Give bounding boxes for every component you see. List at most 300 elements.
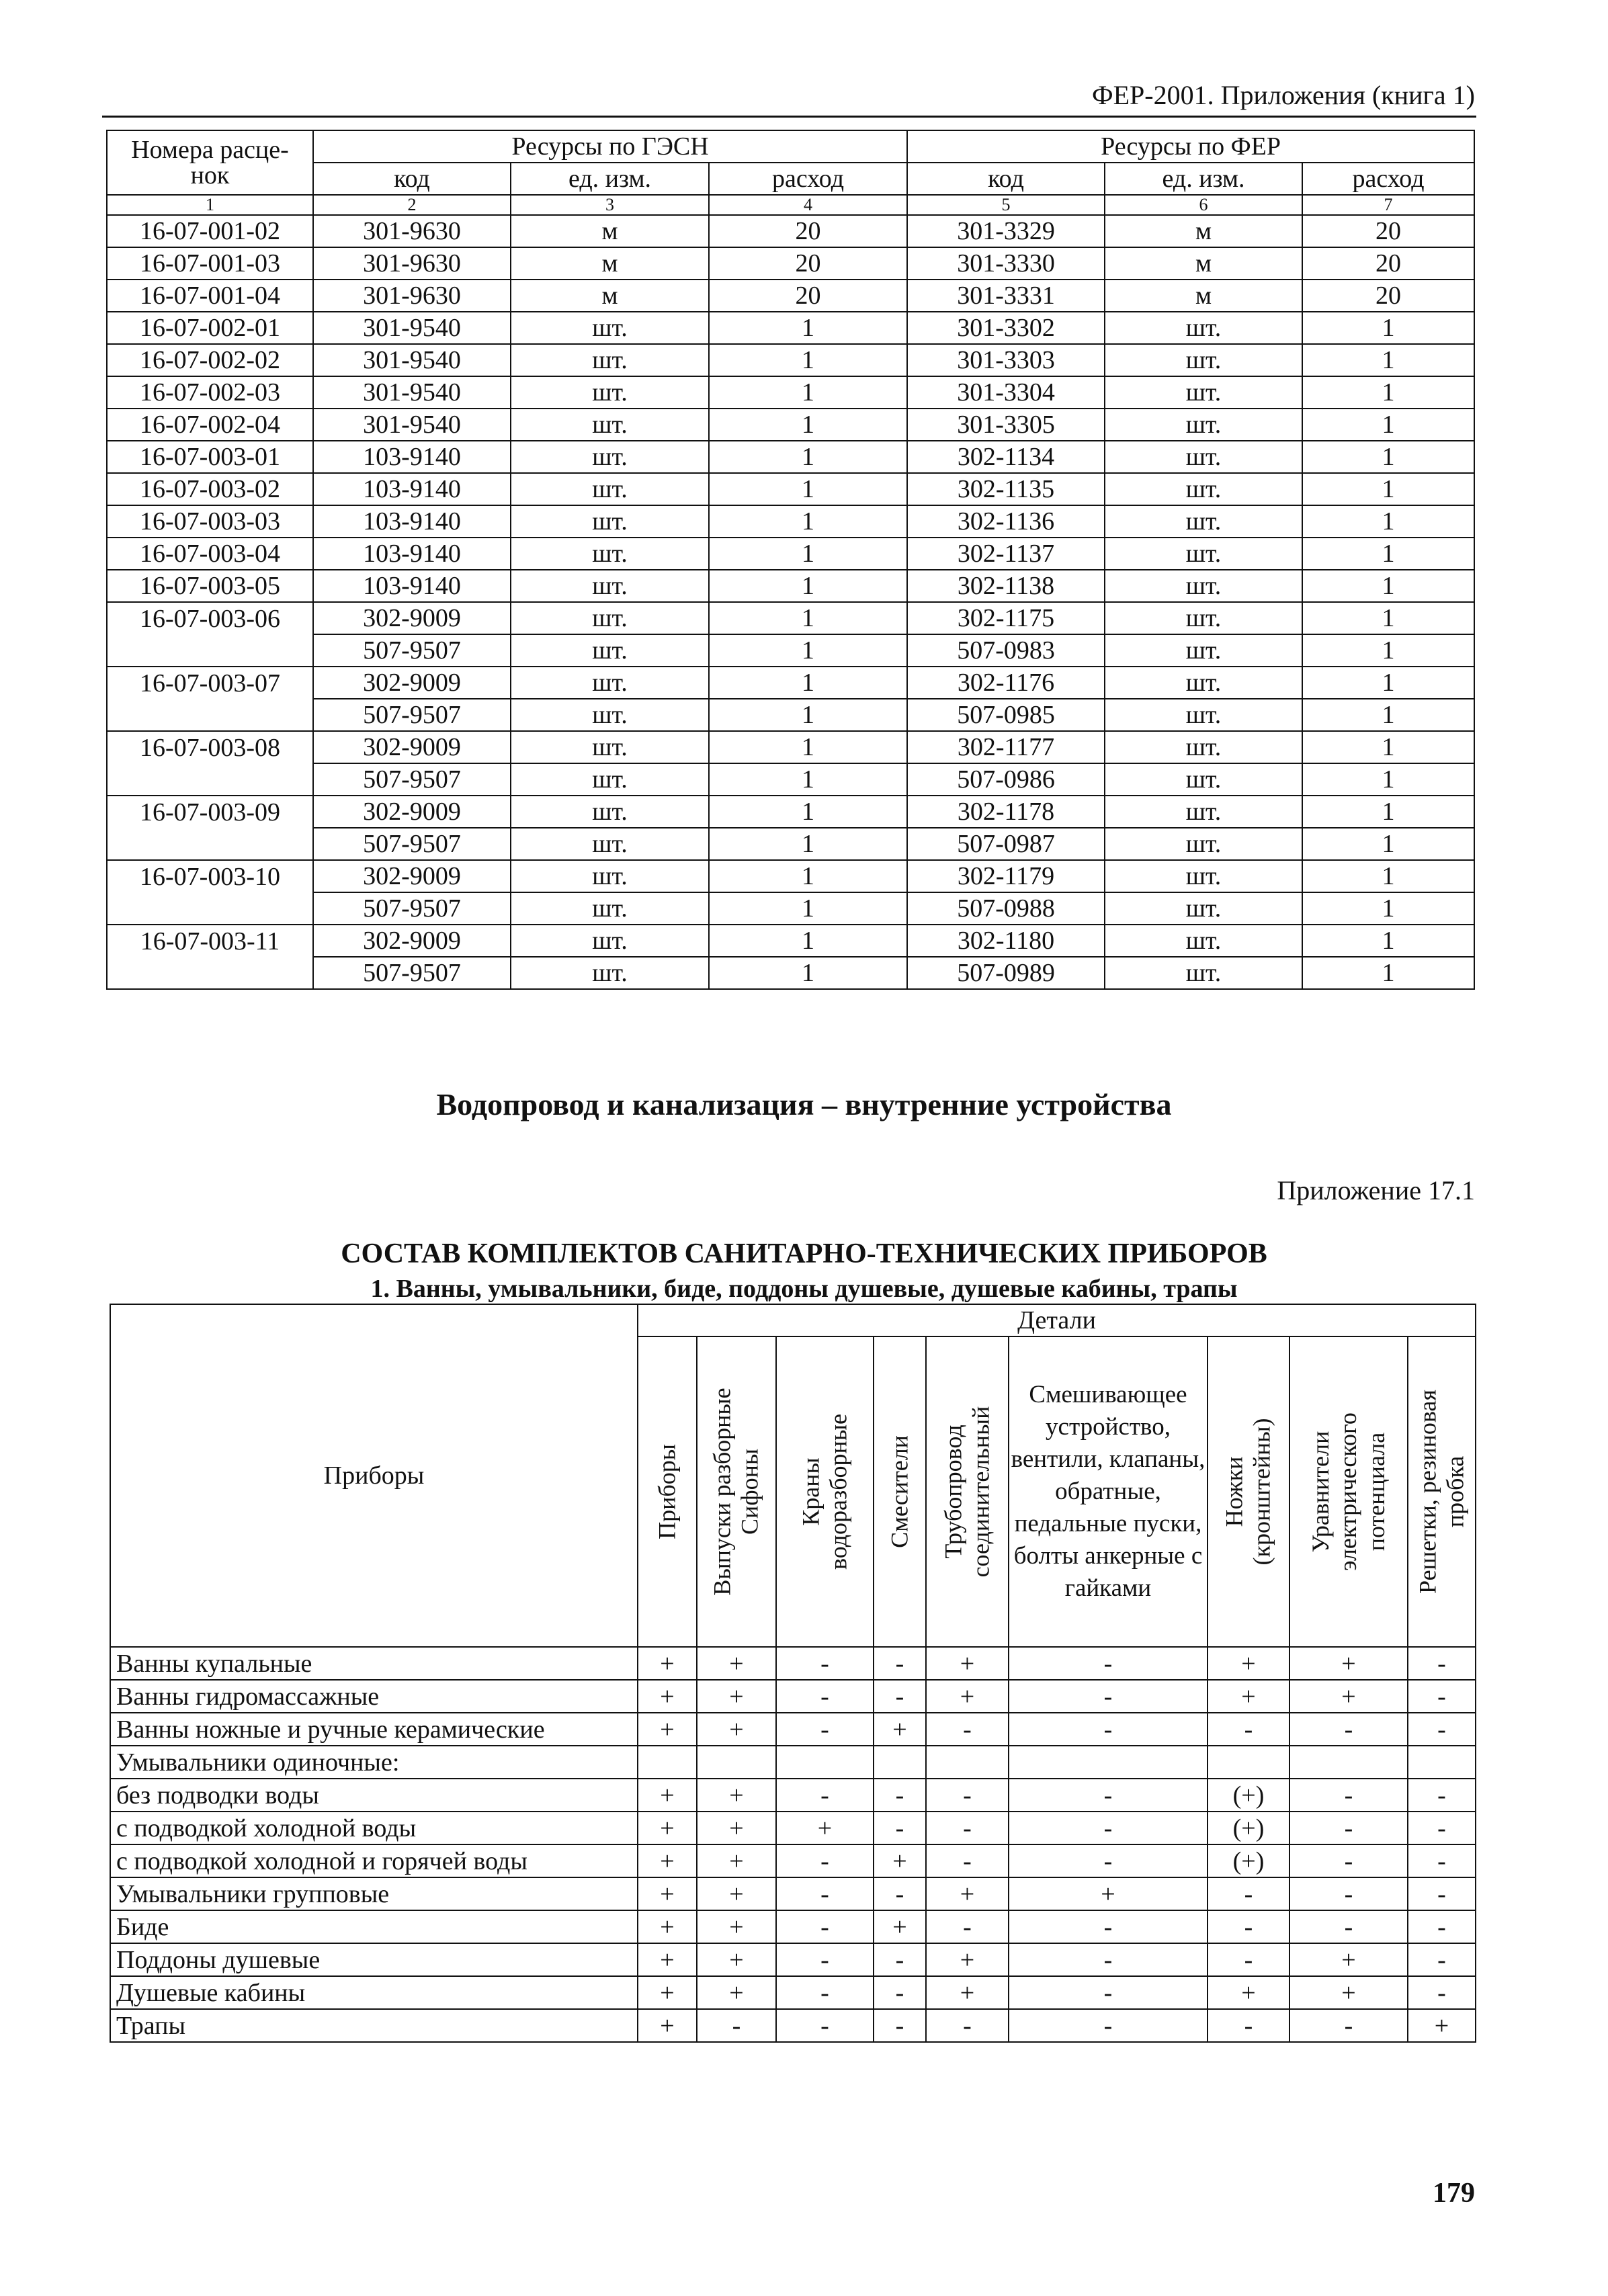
cell-mixing-device: - — [1009, 1943, 1208, 1976]
cell-gesn-code: 302-9009 — [313, 925, 511, 957]
cell-gesn-unit: шт. — [511, 860, 709, 892]
cell-rate-number — [107, 763, 313, 796]
cell-connecting-pipe: - — [926, 2009, 1009, 2042]
cell-fer-code: 301-3329 — [907, 215, 1105, 247]
cell-gesn-unit: шт. — [511, 828, 709, 860]
cell-gesn-code: 507-9507 — [313, 957, 511, 989]
device-name: Ванны ножные и ручные керамические — [110, 1713, 638, 1746]
cell-gesn-unit: шт. — [511, 796, 709, 828]
cell-fer-consumption: 1 — [1302, 376, 1474, 409]
col-header-mixing-device — [1009, 1336, 1208, 1647]
cell-gesn-unit: м — [511, 215, 709, 247]
cell-gesn-unit: шт. — [511, 409, 709, 441]
cell-rate-number: 16-07-003-07 — [107, 667, 313, 699]
cell-rate-number — [107, 828, 313, 860]
cell-mixers: - — [874, 1976, 926, 2009]
cell-fer-code: 507-0989 — [907, 957, 1105, 989]
cell-mixers: - — [874, 1943, 926, 1976]
cell-fer-consumption: 1 — [1302, 344, 1474, 376]
cell-fer-consumption: 1 — [1302, 505, 1474, 538]
cell-gesn-consumption: 1 — [709, 441, 907, 473]
cell-fer-consumption: 1 — [1302, 634, 1474, 667]
col-header-rate-numbers — [107, 130, 313, 195]
cell-grates-plug — [1408, 1746, 1476, 1779]
cell-gesn-consumption: 1 — [709, 892, 907, 925]
cell-drains-siphons: + — [697, 1779, 776, 1812]
cell-fer-consumption: 1 — [1302, 957, 1474, 989]
cell-gesn-consumption: 1 — [709, 538, 907, 570]
header-rule — [102, 116, 1476, 118]
cell-fer-unit: шт. — [1105, 860, 1302, 892]
cell-drains-siphons: + — [697, 1713, 776, 1746]
cell-potential-equalizers: - — [1289, 1910, 1408, 1943]
cell-potential-equalizers: - — [1289, 2009, 1408, 2042]
cell-rate-number — [107, 634, 313, 667]
cell-devices: + — [638, 1680, 697, 1713]
col-header-devices: Приборы — [110, 1304, 638, 1647]
section-title: Водопровод и канализация – внутренние устройства — [436, 1087, 1172, 1121]
col-header-rotated — [1307, 1412, 1390, 1571]
cell-rate-number: 16-07-003-06 — [107, 602, 313, 634]
cell-mixers — [874, 1746, 926, 1779]
col-header-line: электрического — [1335, 1412, 1362, 1571]
cell-gesn-consumption: 1 — [709, 505, 907, 538]
column-index: 4 — [709, 195, 907, 215]
table-row — [107, 409, 1474, 441]
cell-gesn-code: 301-9540 — [313, 344, 511, 376]
cell-taps: - — [776, 1910, 874, 1943]
cell-fer-code: 301-3302 — [907, 312, 1105, 344]
col-header-potential-equalizers — [1289, 1336, 1408, 1647]
cell-gesn-unit: шт. — [511, 667, 709, 699]
cell-grates-plug: - — [1408, 1877, 1476, 1910]
table-row — [110, 1910, 1476, 1943]
cell-fer-unit: шт. — [1105, 796, 1302, 828]
cell-taps — [776, 1746, 874, 1779]
column-index: 6 — [1105, 195, 1302, 215]
cell-fer-unit: шт. — [1105, 473, 1302, 505]
cell-gesn-consumption: 1 — [709, 957, 907, 989]
cell-devices: + — [638, 1877, 697, 1910]
table-row — [110, 1943, 1476, 1976]
cell-fer-unit: шт. — [1105, 441, 1302, 473]
cell-connecting-pipe: - — [926, 1713, 1009, 1746]
col-header-rotated — [709, 1388, 765, 1595]
device-name: с подводкой холодной воды — [110, 1812, 638, 1844]
cell-taps: - — [776, 1680, 874, 1713]
cell-gesn-consumption: 1 — [709, 667, 907, 699]
cell-rate-number — [107, 957, 313, 989]
cell-drains-siphons: + — [697, 1647, 776, 1680]
cell-taps: + — [776, 1812, 874, 1844]
cell-fer-code: 301-3305 — [907, 409, 1105, 441]
cell-connecting-pipe: + — [926, 1877, 1009, 1910]
cell-mixers: - — [874, 1680, 926, 1713]
cell-drains-siphons: + — [697, 1844, 776, 1877]
cell-rate-number: 16-07-002-02 — [107, 344, 313, 376]
cell-potential-equalizers — [1289, 1746, 1408, 1779]
cell-fer-code: 301-3304 — [907, 376, 1105, 409]
cell-devices: + — [638, 1647, 697, 1680]
col-header-line: соединительный — [967, 1406, 995, 1578]
cell-gesn-code: 302-9009 — [313, 602, 511, 634]
cell-fer-consumption: 20 — [1302, 280, 1474, 312]
cell-taps: - — [776, 1877, 874, 1910]
running-head: ФЕР-2001. Приложения (книга 1) — [1092, 80, 1475, 110]
cell-fer-code: 507-0988 — [907, 892, 1105, 925]
cell-fer-code: 301-3303 — [907, 344, 1105, 376]
table-row — [107, 602, 1474, 634]
cell-fer-unit: м — [1105, 280, 1302, 312]
cell-rate-number — [107, 699, 313, 731]
cell-mixing-device: - — [1009, 2009, 1208, 2042]
cell-fer-consumption: 20 — [1302, 215, 1474, 247]
table-row — [107, 215, 1474, 247]
table-row — [107, 731, 1474, 763]
cell-fer-unit: шт. — [1105, 828, 1302, 860]
cell-gesn-consumption: 1 — [709, 312, 907, 344]
device-name: Поддоны душевые — [110, 1943, 638, 1976]
col-header-line: Краны — [797, 1457, 824, 1526]
cell-fer-code: 302-1138 — [907, 570, 1105, 602]
cell-taps: - — [776, 2009, 874, 2042]
cell-fer-code: 301-3330 — [907, 247, 1105, 280]
col-header-line: Уравнители — [1306, 1431, 1334, 1553]
table-row — [107, 667, 1474, 699]
cell-gesn-code: 301-9630 — [313, 247, 511, 280]
col-header-line: Трубопровод — [939, 1425, 967, 1559]
table-row — [107, 247, 1474, 280]
table-row — [107, 473, 1474, 505]
cell-gesn-code: 301-9630 — [313, 280, 511, 312]
cell-rate-number: 16-07-003-04 — [107, 538, 313, 570]
cell-fer-consumption: 1 — [1302, 892, 1474, 925]
cell-fer-code: 507-0983 — [907, 634, 1105, 667]
cell-mixing-device: - — [1009, 1713, 1208, 1746]
cell-drains-siphons: + — [697, 1976, 776, 2009]
cell-rate-number: 16-07-003-11 — [107, 925, 313, 957]
cell-gesn-consumption: 1 — [709, 860, 907, 892]
cell-legs-brackets: - — [1208, 1910, 1289, 1943]
cell-connecting-pipe: + — [926, 1680, 1009, 1713]
col-header-rotated — [939, 1406, 995, 1578]
cell-gesn-consumption: 20 — [709, 215, 907, 247]
cell-gesn-unit: шт. — [511, 344, 709, 376]
cell-drains-siphons: + — [697, 1680, 776, 1713]
cell-fer-unit: шт. — [1105, 731, 1302, 763]
cell-drains-siphons: + — [697, 1877, 776, 1910]
cell-gesn-consumption: 1 — [709, 731, 907, 763]
cell-fer-unit: шт. — [1105, 892, 1302, 925]
cell-gesn-consumption: 20 — [709, 247, 907, 280]
cell-drains-siphons: + — [697, 1910, 776, 1943]
cell-devices — [638, 1746, 697, 1779]
cell-connecting-pipe: - — [926, 1844, 1009, 1877]
cell-devices: + — [638, 1779, 697, 1812]
cell-fer-unit: шт. — [1105, 925, 1302, 957]
cell-potential-equalizers: + — [1289, 1943, 1408, 1976]
cell-gesn-unit: шт. — [511, 376, 709, 409]
col-header-text: Смешивающее устройство, вентили, клапаны, обратные, педальные пуски, болты анкерные с гайками — [1011, 1380, 1205, 1603]
col-header-fer: Ресурсы по ФЕР — [907, 130, 1474, 163]
cell-connecting-pipe: - — [926, 1812, 1009, 1844]
cell-gesn-unit: шт. — [511, 570, 709, 602]
cell-mixers: - — [874, 1647, 926, 1680]
table-row — [110, 1647, 1476, 1680]
cell-drains-siphons — [697, 1746, 776, 1779]
cell-gesn-code: 301-9540 — [313, 376, 511, 409]
cell-gesn-unit: шт. — [511, 925, 709, 957]
cell-legs-brackets: (+) — [1208, 1779, 1289, 1812]
cell-fer-consumption: 1 — [1302, 570, 1474, 602]
cell-connecting-pipe — [926, 1746, 1009, 1779]
cell-fer-unit: м — [1105, 215, 1302, 247]
device-name: Умывальники групповые — [110, 1877, 638, 1910]
cell-legs-brackets: (+) — [1208, 1844, 1289, 1877]
col-header-line: потенциала — [1362, 1432, 1390, 1551]
cell-fer-unit: шт. — [1105, 763, 1302, 796]
cell-devices: + — [638, 2009, 697, 2042]
cell-gesn-consumption: 1 — [709, 602, 907, 634]
cell-fer-consumption: 1 — [1302, 925, 1474, 957]
cell-fer-consumption: 1 — [1302, 312, 1474, 344]
cell-fer-unit: шт. — [1105, 570, 1302, 602]
col-header-line: водоразборные — [824, 1414, 852, 1570]
cell-gesn-consumption: 1 — [709, 699, 907, 731]
col-header-line: (кронштейны) — [1249, 1418, 1275, 1566]
cell-gesn-code: 302-9009 — [313, 860, 511, 892]
cell-rate-number: 16-07-002-03 — [107, 376, 313, 409]
appendix-number: Приложение 17.1 — [1277, 1175, 1475, 1205]
table-row — [107, 538, 1474, 570]
cell-connecting-pipe: - — [926, 1779, 1009, 1812]
column-index: 1 — [107, 195, 313, 215]
cell-fer-consumption: 1 — [1302, 473, 1474, 505]
cell-grates-plug: - — [1408, 1647, 1476, 1680]
cell-legs-brackets: - — [1208, 2009, 1289, 2042]
cell-grates-plug: - — [1408, 1943, 1476, 1976]
cell-gesn-consumption: 1 — [709, 344, 907, 376]
cell-connecting-pipe: + — [926, 1943, 1009, 1976]
col-header-mixers — [874, 1336, 926, 1647]
col-header-drains-siphons — [697, 1336, 776, 1647]
cell-fer-code: 302-1180 — [907, 925, 1105, 957]
cell-legs-brackets: (+) — [1208, 1812, 1289, 1844]
table-row — [107, 376, 1474, 409]
table-row — [107, 570, 1474, 602]
cell-rate-number: 16-07-001-03 — [107, 247, 313, 280]
cell-rate-number: 16-07-002-01 — [107, 312, 313, 344]
column-index: 2 — [313, 195, 511, 215]
cell-grates-plug: + — [1408, 2009, 1476, 2042]
table-row — [110, 1812, 1476, 1844]
cell-gesn-code: 301-9630 — [313, 215, 511, 247]
cell-gesn-code: 301-9540 — [313, 312, 511, 344]
cell-fer-consumption: 1 — [1302, 602, 1474, 634]
cell-fer-consumption: 1 — [1302, 538, 1474, 570]
device-name: с подводкой холодной и горячей воды — [110, 1844, 638, 1877]
col-header-rotated — [797, 1414, 853, 1570]
cell-gesn-code: 507-9507 — [313, 892, 511, 925]
cell-gesn-code: 302-9009 — [313, 731, 511, 763]
table-row — [107, 763, 1474, 796]
cell-rate-number: 16-07-003-05 — [107, 570, 313, 602]
table-row — [107, 312, 1474, 344]
table-row — [110, 1746, 1476, 1779]
subheader-gesn-code: код — [313, 163, 511, 195]
cell-potential-equalizers: - — [1289, 1877, 1408, 1910]
cell-mixers: + — [874, 1910, 926, 1943]
cell-gesn-consumption: 1 — [709, 796, 907, 828]
subheader-fer-code: код — [907, 163, 1105, 195]
cell-fer-unit: шт. — [1105, 667, 1302, 699]
cell-fer-unit: шт. — [1105, 957, 1302, 989]
cell-grates-plug: - — [1408, 1844, 1476, 1877]
cell-gesn-unit: шт. — [511, 634, 709, 667]
cell-rate-number: 16-07-003-02 — [107, 473, 313, 505]
cell-gesn-unit: шт. — [511, 892, 709, 925]
table-row — [110, 1877, 1476, 1910]
cell-fer-consumption: 1 — [1302, 860, 1474, 892]
cell-fer-unit: шт. — [1105, 538, 1302, 570]
cell-devices: + — [638, 1976, 697, 2009]
device-name: Душевые кабины — [110, 1976, 638, 2009]
cell-mixers: - — [874, 1812, 926, 1844]
table-row — [107, 828, 1474, 860]
cell-gesn-consumption: 1 — [709, 634, 907, 667]
col-header-line: Сифоны — [736, 1448, 763, 1535]
cell-rate-number: 16-07-001-02 — [107, 215, 313, 247]
cell-gesn-unit: шт. — [511, 957, 709, 989]
cell-legs-brackets — [1208, 1746, 1289, 1779]
cell-gesn-code: 103-9140 — [313, 473, 511, 505]
cell-gesn-consumption: 1 — [709, 409, 907, 441]
cell-fer-unit: шт. — [1105, 344, 1302, 376]
cell-fer-consumption: 1 — [1302, 763, 1474, 796]
cell-rate-number — [107, 892, 313, 925]
cell-grates-plug: - — [1408, 1812, 1476, 1844]
cell-drains-siphons: + — [697, 1943, 776, 1976]
col-header-line: Приборы — [653, 1444, 681, 1539]
cell-mixers: + — [874, 1713, 926, 1746]
cell-gesn-consumption: 1 — [709, 570, 907, 602]
cell-fer-unit: м — [1105, 247, 1302, 280]
table-row — [110, 1680, 1476, 1713]
cell-potential-equalizers: - — [1289, 1779, 1408, 1812]
cell-legs-brackets: - — [1208, 1943, 1289, 1976]
cell-taps: - — [776, 1713, 874, 1746]
cell-fer-code: 302-1177 — [907, 731, 1105, 763]
cell-taps: - — [776, 1779, 874, 1812]
table-row — [107, 796, 1474, 828]
cell-legs-brackets: - — [1208, 1877, 1289, 1910]
table-row — [107, 957, 1474, 989]
col-header-taps — [776, 1336, 874, 1647]
cell-taps: - — [776, 1976, 874, 2009]
table-row — [107, 441, 1474, 473]
cell-mixing-device: - — [1009, 1779, 1208, 1812]
col-header-details: Детали — [638, 1304, 1476, 1336]
cell-fer-code: 302-1178 — [907, 796, 1105, 828]
col-header-gesn: Ресурсы по ГЭСН — [313, 130, 907, 163]
cell-gesn-consumption: 1 — [709, 763, 907, 796]
cell-gesn-unit: шт. — [511, 763, 709, 796]
col-header-line: Решетки, резиновая — [1414, 1390, 1441, 1594]
table-row — [107, 925, 1474, 957]
cell-mixers: - — [874, 1779, 926, 1812]
column-index: 7 — [1302, 195, 1474, 215]
subheader-gesn-consumption: расход — [709, 163, 907, 195]
cell-fer-code: 507-0986 — [907, 763, 1105, 796]
cell-grates-plug: - — [1408, 1680, 1476, 1713]
col-header-rotated — [653, 1444, 681, 1539]
cell-gesn-consumption: 1 — [709, 925, 907, 957]
col-header-legs-brackets — [1208, 1336, 1289, 1647]
col-header-line: Ножки — [1220, 1456, 1248, 1527]
cell-connecting-pipe: - — [926, 1910, 1009, 1943]
cell-potential-equalizers: + — [1289, 1976, 1408, 2009]
cell-mixing-device: - — [1009, 1844, 1208, 1877]
cell-fer-code: 302-1135 — [907, 473, 1105, 505]
cell-gesn-code: 507-9507 — [313, 634, 511, 667]
cell-gesn-unit: м — [511, 247, 709, 280]
cell-devices: + — [638, 1844, 697, 1877]
cell-mixing-device — [1009, 1746, 1208, 1779]
cell-taps: - — [776, 1647, 874, 1680]
cell-fer-unit: шт. — [1105, 634, 1302, 667]
sanitary-kits-table — [110, 1304, 1476, 2043]
cell-fer-consumption: 1 — [1302, 796, 1474, 828]
cell-fer-consumption: 1 — [1302, 409, 1474, 441]
column-index: 5 — [907, 195, 1105, 215]
cell-mixing-device: - — [1009, 1647, 1208, 1680]
table-row — [107, 860, 1474, 892]
cell-mixing-device: - — [1009, 1976, 1208, 2009]
cell-gesn-unit: шт. — [511, 731, 709, 763]
col-header-devices — [638, 1336, 697, 1647]
cell-gesn-unit: шт. — [511, 538, 709, 570]
cell-rate-number: 16-07-003-09 — [107, 796, 313, 828]
cell-gesn-code: 507-9507 — [313, 828, 511, 860]
cell-mixers: - — [874, 1877, 926, 1910]
cell-fer-code: 507-0987 — [907, 828, 1105, 860]
col-header-connecting-pipe — [926, 1336, 1009, 1647]
cell-gesn-code: 302-9009 — [313, 796, 511, 828]
cell-gesn-code: 507-9507 — [313, 763, 511, 796]
col-header-rate-numbers-line1: Номера расце- — [131, 136, 289, 164]
resource-mapping-table — [106, 130, 1475, 990]
device-name: Умывальники одиночные: — [110, 1746, 638, 1779]
cell-fer-code: 302-1136 — [907, 505, 1105, 538]
col-header-rate-numbers-line2: нок — [190, 161, 230, 189]
cell-mixing-device: - — [1009, 1812, 1208, 1844]
cell-legs-brackets: + — [1208, 1647, 1289, 1680]
cell-taps: - — [776, 1844, 874, 1877]
cell-gesn-consumption: 1 — [709, 376, 907, 409]
cell-gesn-unit: шт. — [511, 441, 709, 473]
table-row — [107, 280, 1474, 312]
cell-gesn-code: 103-9140 — [313, 570, 511, 602]
cell-connecting-pipe: + — [926, 1647, 1009, 1680]
col-header-line: пробка — [1441, 1455, 1469, 1528]
cell-legs-brackets: + — [1208, 1680, 1289, 1713]
cell-gesn-unit: шт. — [511, 473, 709, 505]
cell-grates-plug: - — [1408, 1713, 1476, 1746]
cell-drains-siphons: - — [697, 2009, 776, 2042]
cell-rate-number: 16-07-001-04 — [107, 280, 313, 312]
cell-grates-plug: - — [1408, 1779, 1476, 1812]
cell-fer-consumption: 1 — [1302, 441, 1474, 473]
